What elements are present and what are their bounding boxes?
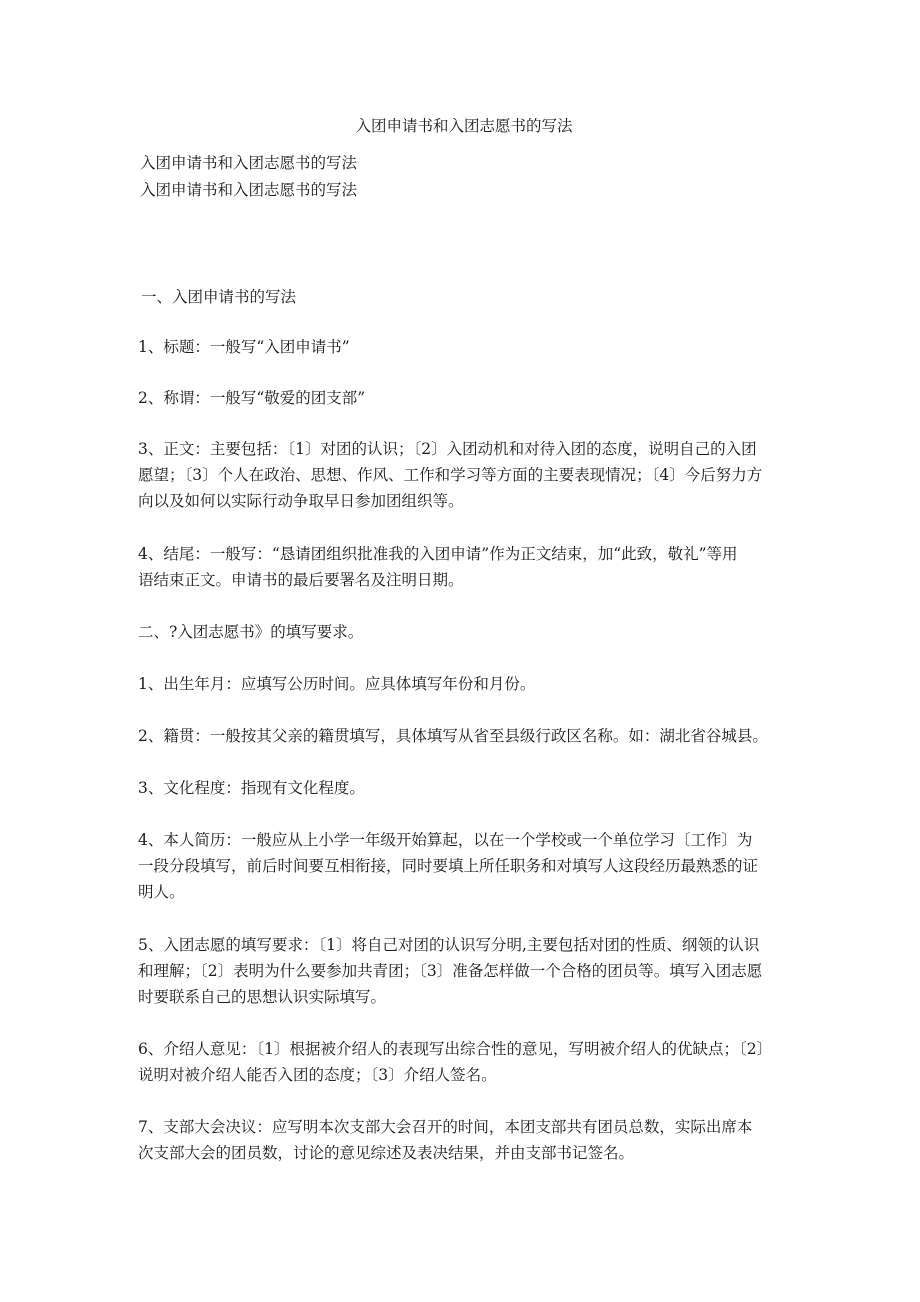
section-2-heading	[138, 619, 798, 645]
paragraph-line: 语结束正文。申请书的最后要署名及注明日期。	[138, 571, 464, 589]
paragraph-line: 一段分段填写，前后时间要互相衔接，同时要填上所任职务和对填写人这段经历最熟悉的证	[138, 857, 759, 875]
paragraph-line: 3、正文：主要包括：〔1〕对团的认识；〔2〕入团动机和对待入团的态度，说明自己的入团	[138, 440, 757, 458]
paragraph-line: 4、结尾：一般写：“恳请团组织批准我的入团申请”作为正文结束，加“此致，敬礼”等用	[138, 545, 738, 563]
paragraph-line: 2、籍贯：一般按其父亲的籍贯填写，具体填写从省至县级行政区名称。如：湖北省谷城县。	[138, 727, 768, 745]
paragraph-line: 时要联系自己的思想认识实际填写。	[138, 988, 387, 1006]
section-1-item-3	[138, 436, 798, 514]
section-heading-text: 一、入团申请书的写法	[141, 288, 297, 306]
document-title: 入团申请书和入团志愿书的写法	[355, 117, 573, 135]
section-1-item-4	[138, 541, 798, 593]
section-2-item-2	[138, 723, 798, 749]
section-2-item-3	[138, 775, 798, 801]
section-1-item-2	[138, 385, 798, 411]
paragraph-line: 说明对被介绍人能否入团的态度；〔3〕介绍人签名。	[138, 1066, 497, 1084]
section-heading-text: 二、?入团志愿书》的填写要求。	[138, 623, 364, 641]
paragraph-line: 5、入团志愿的填写要求：〔1〕将自己对团的认识写分明,主要包括对团的性质、纲领的认识	[138, 936, 760, 954]
paragraph-line: 7、支部大会决议：应写明本次支部大会召开的时间，本团支部共有团员总数，实际出席本	[138, 1118, 753, 1136]
paragraph-line: 3、文化程度：指现有文化程度。	[138, 779, 365, 797]
paragraph-line: 4、本人简历：一般应从上小学一年级开始算起，以在一个学校或一个单位学习〔工作〕为	[138, 831, 753, 849]
paragraph-line: 次支部大会的团员数，讨论的意见综述及表决结果，并由支部书记签名。	[138, 1144, 635, 1162]
paragraph-line: 愿望；〔3〕个人在政治、思想、作风、工作和学习等方面的主要表现情况；〔4〕今后努力方	[138, 466, 763, 484]
section-2-item-4	[138, 827, 798, 905]
paragraph-line: 1、出生年月：应填写公历时间。应具体填写年份和月份。	[138, 675, 536, 693]
section-1-heading	[141, 284, 801, 310]
section-2-item-5	[138, 932, 798, 1010]
section-1-item-1	[138, 334, 798, 360]
section-2-item-1	[138, 671, 798, 697]
paragraph-line: 和理解；〔2〕表明为什么要参加共青团；〔3〕准备怎样做一个合格的团员等。填写入团志愿	[138, 962, 763, 980]
paragraph-line: 1、标题：一般写“入团申请书”	[138, 338, 350, 356]
paragraph-line: 明人。	[138, 883, 185, 901]
section-2-item-7	[138, 1114, 798, 1166]
subtitle-line-2: 入团申请书和入团志愿书的写法	[140, 181, 358, 199]
subtitle-line-1: 入团申请书和入团志愿书的写法	[140, 154, 358, 172]
section-2-item-6	[138, 1036, 798, 1088]
paragraph-line: 2、称谓：一般写“敬爱的团支部”	[138, 389, 366, 407]
paragraph-line: 6、介绍人意见：〔1〕根据被介绍人的表现写出综合性的意见，写明被介绍人的优缺点；〔2〕	[138, 1040, 773, 1058]
paragraph-line: 向以及如何以实际行动争取早日参加团组织等。	[138, 492, 464, 510]
